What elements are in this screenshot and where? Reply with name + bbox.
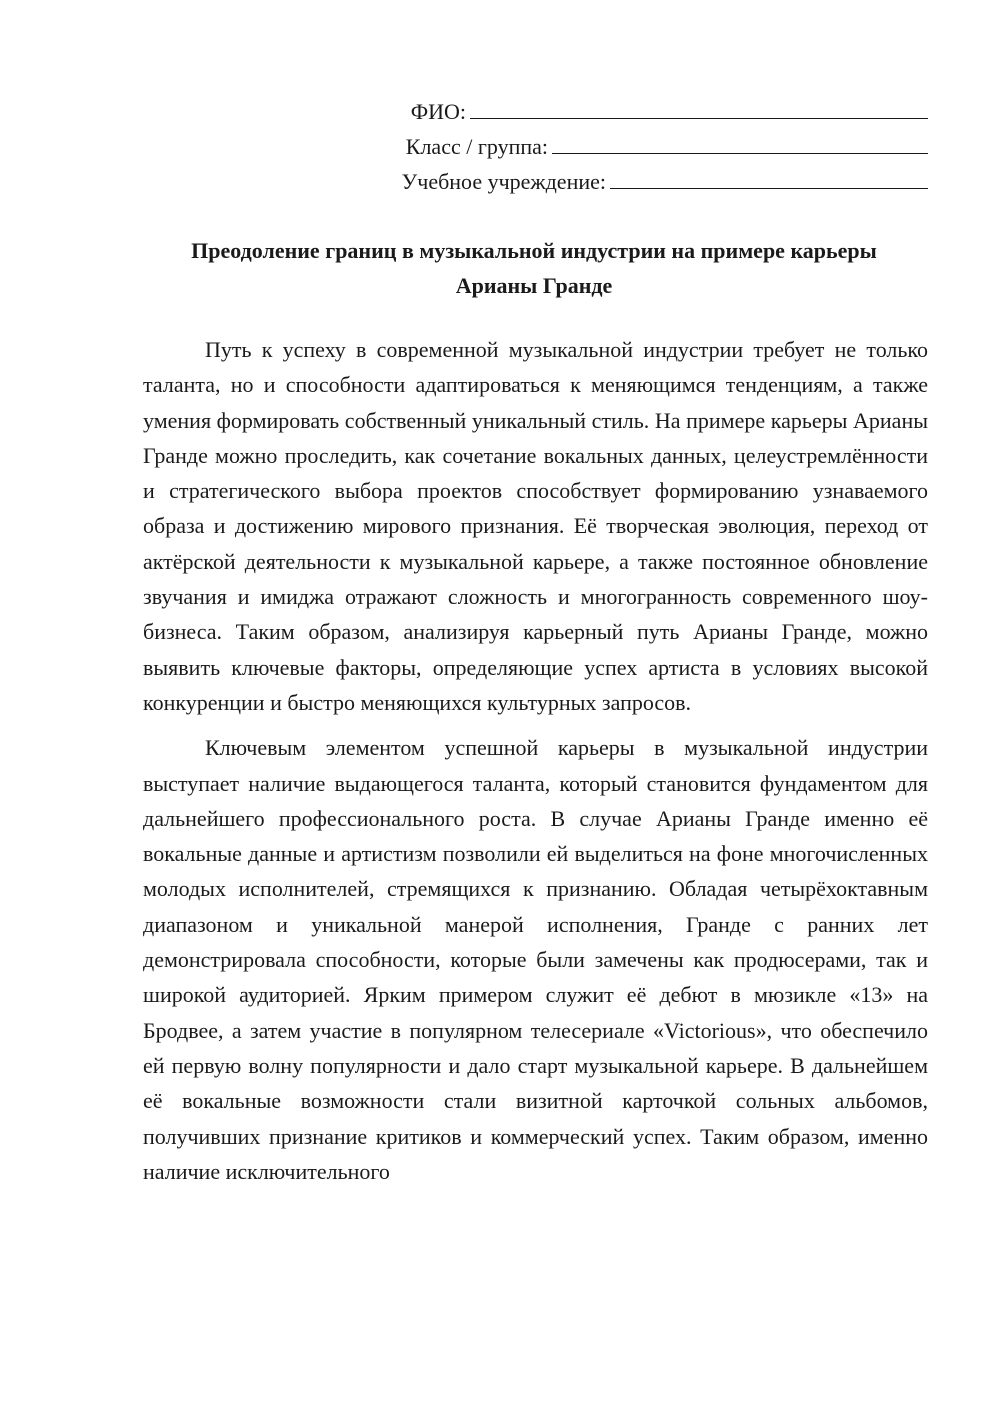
class-field-row <box>328 129 928 164</box>
class-group-label: Класс / группа: <box>405 134 548 159</box>
student-info-fields <box>328 94 928 199</box>
school-label: Учебное учреждение: <box>401 169 606 194</box>
school-field-row <box>328 164 928 199</box>
fio-blank-line <box>470 94 928 119</box>
school-blank-line <box>610 164 928 189</box>
paragraph-2: Ключевым элементом успешной карьеры в музыкальной индустрии выступает наличие выдающегося таланта, который становится фундаментом для дальнейшего профессионального роста. В случае Арианы Гранде именно её вокальные данные и артистизм позволили ей выделиться на фоне многочисленных молодых исполнителей, стремящихся к признанию. Обладая четырёхоктавным диапазоном и уникальной манерой исполнения, Гранде с ранних лет демонстрировала способности, которые были замечены как продюсерами, так и широкой аудиторией. Ярким примером служит её дебют в мюзикле «13» на Бродвее, а затем участие в популярном телесериале «Victorious», что обеспечило ей первую волну популярности и дало старт музыкальной карьере. В дальнейшем её вокальные возможности стали визитной карточкой сольных альбомов, получивших признание критиков и коммерческий успех. Таким образом, именно наличие исключительного <box>143 735 928 1184</box>
essay-title-line-1: Преодоление границ в музыкальной индустрии на примере карьеры <box>191 238 877 263</box>
fio-label: ФИО: <box>410 99 466 124</box>
essay-title <box>140 233 928 303</box>
essay-body <box>143 332 928 1189</box>
paragraph-1: Путь к успеху в современной музыкальной индустрии требует не только таланта, но и способности адаптироваться к меняющимся тенденциям, а также умения формировать собственный уникальный стиль. На примере карьеры Арианы Гранде можно проследить, как сочетание вокальных данных, целеустремлённости и стратегического выбора проектов способствует формированию узнаваемого образа и достижению мирового признания. Её творческая эволюция, переход от актёрской деятельности к музыкальной карьере, а также постоянное обновление звучания и имиджа отражают сложность и многогранность современного шоу-бизнеса. Таким образом, анализируя карьерный путь Арианы Гранде, можно выявить ключевые факторы, определяющие успех артиста в условиях высокой конкуренции и быстро меняющихся культурных запросов. <box>143 337 928 715</box>
class-group-blank-line <box>552 129 928 154</box>
essay-title-line-2: Арианы Гранде <box>455 273 613 298</box>
fio-field-row <box>328 94 928 129</box>
